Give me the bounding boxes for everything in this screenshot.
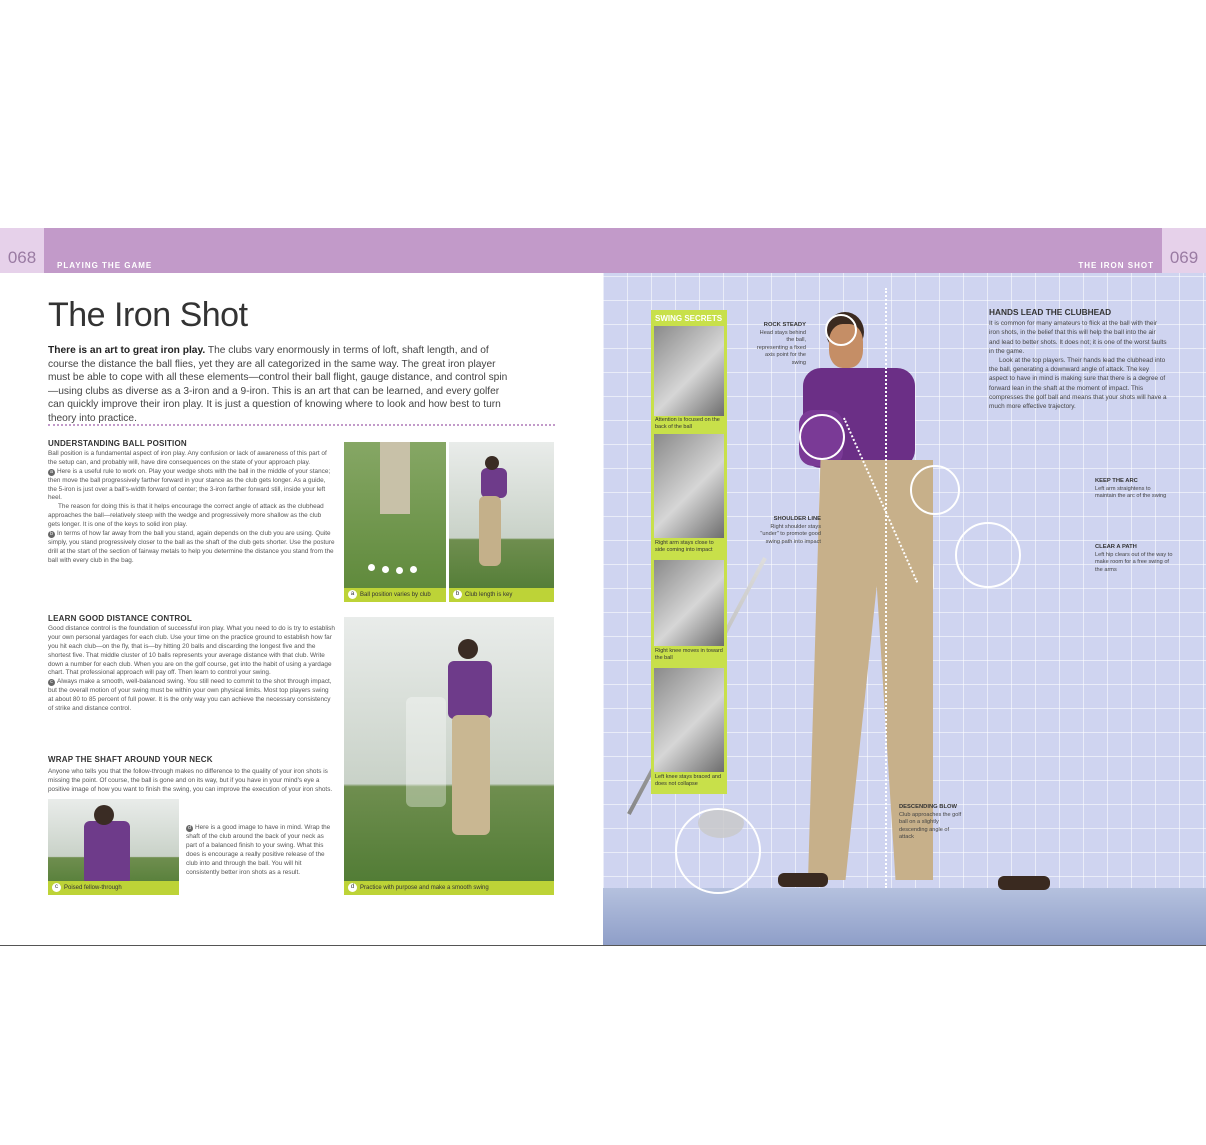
swing-secrets-panel	[651, 310, 727, 794]
golfer-legs	[380, 442, 410, 514]
golfer-shirt	[481, 468, 507, 498]
paragraph: c Always make a smooth, well-balanced swing. You still need to commit to the shot through impact, but the overall motion of your swing must be within your own physical limits. Most top players swing at about 80 to 85 percent of full power. It is the only way you can achieve the necessary consistency of strike and distance control.	[48, 678, 332, 713]
paragraph: Ball position is a fundamental aspect of iron play. Any confusion or lack of awareness of this part of the setup can, and probably will, have dire consequences on the state of your approach play.	[48, 449, 327, 466]
page-number: 068	[0, 228, 44, 273]
swing-secret-photo-4	[654, 668, 724, 772]
golfer-trousers	[479, 496, 501, 566]
page-title: The Iron Shot	[48, 296, 248, 334]
golfer-head	[485, 456, 499, 470]
hip-ring	[955, 522, 1021, 588]
photo-smooth-swing	[344, 617, 554, 895]
section-heading: WRAP THE SHAFT AROUND YOUR NECK	[48, 755, 213, 764]
intro-paragraph	[48, 344, 508, 426]
annotation-keep-the-arc: KEEP THE ARC Left arm straightens to maintain the arc of the swing	[1095, 478, 1167, 500]
golfer-shoe-left	[778, 873, 828, 887]
dotted-divider	[48, 424, 555, 426]
running-head: PLAYING THE GAME	[57, 261, 153, 270]
step-marker: a	[48, 469, 55, 476]
paragraph: d Here is a good image to have in mind. Wrap the shaft of the club around the back of your neck as part of a balanced finish to your swing. What this does is encourage a really positive release of the club into and through the ball. You will hit consistently better iron shots as a result.	[186, 824, 331, 876]
caption-c: c Poised fellow-through	[48, 881, 179, 895]
paragraph: Anyone who tells you that the follow-through makes no difference to the quality of your iron shots is missing the point. Of course, the ball is gone and on its way, but if you have in your mind's eye a positive image of how you want to finish the swing, you can improve the execution of your iron shots.	[48, 768, 333, 793]
running-head: THE IRON SHOT	[1078, 261, 1154, 270]
annotation-rock-steady: ROCK STEADY Head stays behind the ball, representing a fixed axis point for the swing	[756, 322, 806, 366]
step-marker: c	[48, 679, 55, 686]
swing-secret-photo-3	[654, 560, 724, 646]
section-distance-control	[48, 615, 335, 714]
paragraph: The reason for doing this is that it helps encourage the correct angle of attack as the clubhead approaches the ball—relatively steep with the wedge and progressively more shallow as the club gets longer. It is one of the keys to solid iron play.	[48, 503, 324, 529]
page-number: 069	[1162, 228, 1206, 273]
ghost-swing-trail	[406, 697, 446, 807]
photo-ball-position	[344, 442, 446, 602]
paragraph: Good distance control is the foundation of successful iron play. What you need to do is try to establish your own personal yardages for each club. Use your time on the practice ground to establish how far you hit each club—on the fly, that is—by hitting 20 balls and discarding the longest five and the shortest five. That middle cluster of 10 balls represents your average distance with that club. Write down a number for each club. When you are on the golf course, get into the habit of using a yardage chart. That professional approach will pay off. Then learn to control your swing.	[48, 624, 335, 677]
hands-lead-section	[989, 308, 1167, 411]
paragraph: b In terms of how far away from the ball you stand, again depends on the club you are using. Quite simply, you stand progressively closer to the ball as the shaft of the club gets shorter. Use the posture drill at the start of the section of fairway metals to help you determine the distance you stand from the ball with every club in the bag.	[48, 530, 335, 564]
annotation-clear-a-path: CLEAR A PATH Left hip clears out of the way to make room for a free swing of the arms	[1095, 544, 1173, 573]
section-ball-position	[48, 440, 335, 566]
page-bottom-edge	[0, 945, 1206, 946]
golfer-shoe-right	[998, 876, 1050, 890]
book-spread	[0, 228, 1206, 946]
caption-b: b Club length is key	[449, 588, 554, 602]
golfer-figure	[84, 821, 130, 885]
ground-strip	[603, 888, 1206, 946]
swing-secret-caption-1: Attention is focused on the back of the ball	[655, 417, 720, 430]
swing-secret-caption-4: Left knee stays braced and does not collapse	[655, 774, 722, 787]
shoulder-ring	[799, 414, 845, 460]
intro-lead: There is an art to great iron play.	[48, 345, 206, 356]
step-marker: d	[186, 825, 193, 832]
annotation-descending-blow: DESCENDING BLOW Club approaches the golf ball on a slightly descending angle of attack	[899, 804, 962, 841]
left-page	[0, 228, 603, 946]
section-heading: UNDERSTANDING BALL POSITION	[48, 439, 187, 448]
annotation-shoulder-line: SHOULDER LINE Right shoulder stays "under" to promote good swing path into impact	[760, 516, 821, 545]
swing-secret-caption-2: Right arm stays close to side coming into impact	[655, 540, 714, 553]
balls-row	[366, 560, 426, 576]
intro-body: The clubs vary enormously in terms of loft, shaft length, and of course the distance the ball flies, yet they are all categorized in the same way. The great iron player must be able to cope with all these elements—control their ball flight, gauge distance, and control spin—using clubs as diverse as a 3-iron and a 9-iron. This is an art that can be learned, and every golfer can quickly improve their iron play. It is just a question of knowing where to look and how best to turn theory into practice.	[48, 345, 508, 424]
axis-line	[885, 288, 887, 888]
golfer-trousers	[452, 715, 490, 835]
paragraph: a Here is a useful rule to work on. Play your wedge shots with the ball in the middle of your stance; then move the ball progressively farther forward in your stance as the club gets longer. As a guide, the 5-iron is just over a ball's-width forward of center; the 3-iron farther forward still, inside your left heel.	[48, 467, 331, 502]
photo-follow-through	[48, 799, 179, 895]
head-ring	[825, 314, 857, 346]
arm-ring	[910, 465, 960, 515]
right-page	[603, 228, 1206, 946]
caption-d: d Practice with purpose and make a smooth swing	[344, 881, 554, 895]
swing-secret-caption-3: Right knee moves in toward the ball	[655, 648, 723, 661]
section-wrap-shaft-heading	[48, 756, 335, 766]
section-heading: HANDS LEAD THE CLUBHEAD	[989, 307, 1112, 317]
section-heading: LEARN GOOD DISTANCE CONTROL	[48, 614, 192, 623]
golfer-head	[94, 805, 114, 825]
section-wrap-shaft-intro	[48, 768, 335, 796]
swing-secret-photo-2	[654, 434, 724, 538]
clubhead-ring	[675, 808, 761, 894]
paragraph: It is common for many amateurs to flick at the ball with their iron shots, in the belief that this will help the ball into the air and lead to better shots. It does not; it is one of the worst faults in the game.	[989, 320, 1167, 355]
swing-secret-photo-1	[654, 326, 724, 416]
step-marker: b	[48, 531, 55, 538]
photo-club-length	[449, 442, 554, 602]
swing-secrets-title: SWING SECRETS	[655, 314, 723, 323]
golfer-head	[458, 639, 478, 659]
paragraph: Look at the top players. Their hands lead the clubhead into the ball, generating a downward angle of attack. The key aspect to have in mind is making sure that there is a degree of forward lean in the shaft at the moment of impact. This compresses the golf ball and means that your shots will have a much more effective trajectory.	[989, 357, 1167, 411]
caption-a: a Ball position varies by club	[344, 588, 446, 602]
golfer-shirt	[448, 661, 492, 719]
section-wrap-shaft-body	[186, 824, 336, 877]
